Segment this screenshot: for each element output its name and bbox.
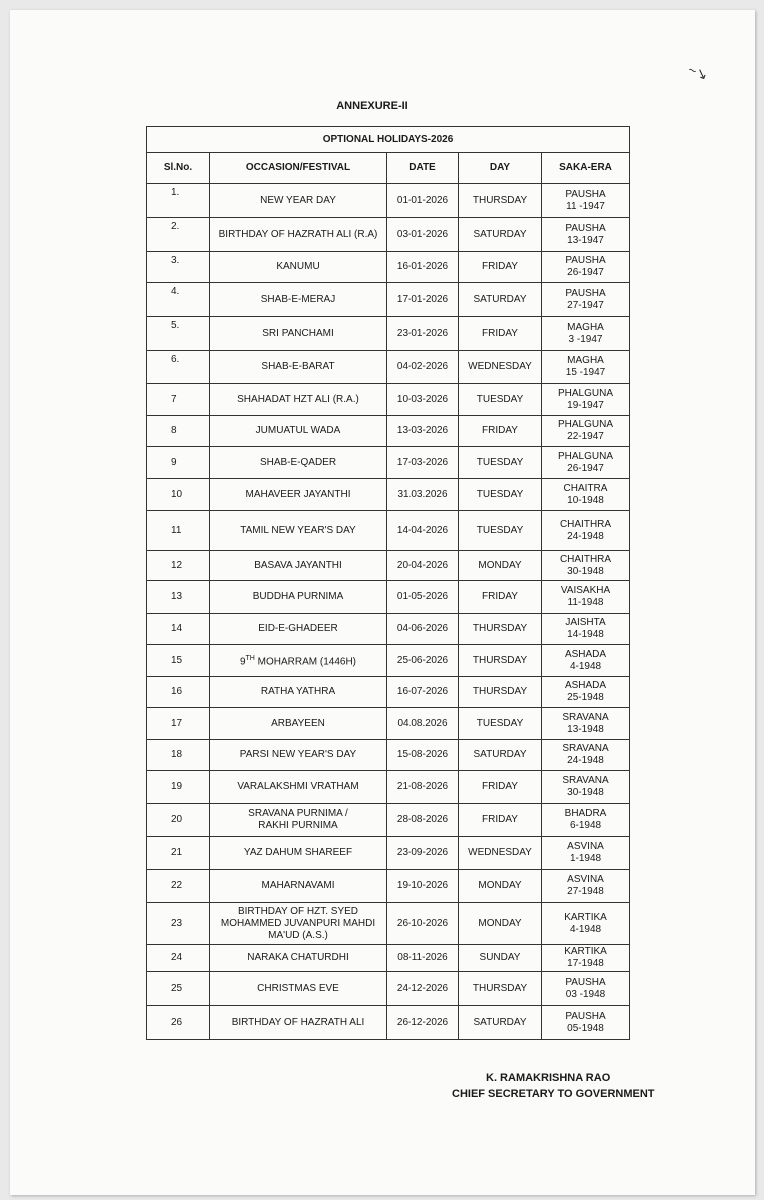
occasion-cell (210, 351, 387, 384)
occasion-text-line2: MOHAMMED JUVANPURI MAHDI (220, 917, 376, 929)
table-row (147, 837, 630, 870)
saka-year: 17-1948 (567, 958, 604, 969)
occasion-text: SHAHADAT HZT ALI (R.A.) (237, 393, 359, 405)
occasion-cell (210, 1006, 387, 1040)
day-cell: FRIDAY (459, 581, 542, 614)
day-cell: FRIDAY (459, 804, 542, 837)
pen-mark: ~↘ (686, 61, 711, 83)
saka-era-cell (542, 384, 630, 416)
saka-year: 22-1947 (567, 431, 604, 442)
saka-year: 13-1947 (567, 234, 604, 246)
saka-month: PAUSHA (565, 287, 606, 299)
day-cell: MONDAY (459, 551, 542, 581)
day-cell: FRIDAY (459, 252, 542, 283)
saka-month: SRAVANA (562, 775, 609, 786)
day-cell: MONDAY (459, 870, 542, 903)
saka-month: VAISAKHA (560, 585, 611, 596)
saka-month: PAUSHA (565, 255, 606, 266)
sl-no-cell: 24 (147, 945, 210, 972)
table-row (147, 351, 630, 384)
day-cell: SATURDAY (459, 1006, 542, 1040)
day-cell: FRIDAY (459, 317, 542, 351)
saka-era-cell (542, 416, 630, 447)
saka-era-cell (542, 1006, 630, 1040)
sl-no-cell: 6. (147, 351, 210, 384)
saka-month: SRAVANA (562, 711, 609, 723)
saka-era-cell (542, 581, 630, 614)
occasion-cell (210, 479, 387, 511)
date-cell: 23-01-2026 (387, 317, 459, 351)
sl-no-cell: 23 (147, 903, 210, 945)
occasion-cell (210, 972, 387, 1006)
signatory-designation: CHIEF SECRETARY TO GOVERNMENT (452, 1088, 655, 1100)
header-date: DATE (387, 153, 459, 184)
sl-no-cell: 1. (147, 184, 210, 218)
saka-year: 30-1948 (567, 787, 604, 798)
sl-no-cell: 17 (147, 708, 210, 740)
saka-year: 03 -1948 (565, 988, 606, 1000)
occasion-cell (210, 740, 387, 771)
saka-era-cell (542, 708, 630, 740)
saka-era-cell (542, 804, 630, 837)
saka-year: 05-1948 (567, 1022, 604, 1034)
saka-era-cell (542, 740, 630, 771)
saka-era-cell (542, 447, 630, 479)
header-occasion: OCCASION/FESTIVAL (210, 153, 387, 184)
sl-no-cell: 9 (147, 447, 210, 479)
saka-year: 15 -1947 (565, 367, 606, 378)
date-cell: 24-12-2026 (387, 972, 459, 1006)
occasion-text: SHAB-E-QADER (259, 456, 337, 468)
occasion-cell (210, 771, 387, 804)
saka-year: 27-1947 (567, 299, 604, 311)
table-row (147, 252, 630, 283)
saka-era-cell (542, 945, 630, 972)
day-cell: TUESDAY (459, 511, 542, 551)
sl-no-cell: 19 (147, 771, 210, 804)
saka-era-cell (542, 511, 630, 551)
saka-year: 4-1948 (569, 660, 602, 672)
day-cell: SATURDAY (459, 740, 542, 771)
saka-month: PAUSHA (565, 1010, 606, 1022)
signature-block (452, 1070, 655, 1102)
saka-month: PAUSHA (565, 188, 606, 200)
saka-era-cell (542, 218, 630, 252)
occasion-text: BASAVA JAYANTHI (254, 559, 342, 571)
occasion-cell (210, 581, 387, 614)
sl-no-cell: 16 (147, 677, 210, 708)
table-row (147, 903, 630, 945)
saka-year: 26-1947 (567, 267, 604, 278)
day-cell: SATURDAY (459, 283, 542, 317)
occasion-text: NARAKA CHATURDHI (247, 952, 349, 963)
saka-era-cell (542, 351, 630, 384)
table-row (147, 581, 630, 614)
day-cell: TUESDAY (459, 479, 542, 511)
saka-month: PHALGUNA (558, 450, 614, 462)
saka-era-cell (542, 184, 630, 218)
saka-month: PAUSHA (565, 222, 606, 234)
occasion-text: BUDDHA PURNIMA (252, 591, 344, 602)
saka-year: 3 -1947 (568, 333, 603, 345)
occasion-cell (210, 283, 387, 317)
occasion-cell (210, 416, 387, 447)
date-cell: 17-03-2026 (387, 447, 459, 479)
saka-year: 30-1948 (567, 565, 604, 577)
day-cell: TUESDAY (459, 384, 542, 416)
occasion-text: TAMIL NEW YEAR'S DAY (240, 524, 356, 536)
table-row (147, 551, 630, 581)
date-cell: 26-12-2026 (387, 1006, 459, 1040)
occasion-text: RATHA YATHRA (260, 686, 336, 697)
day-cell: WEDNESDAY (459, 837, 542, 870)
saka-month: MAGHA (567, 355, 604, 366)
day-cell: WEDNESDAY (459, 351, 542, 384)
occasion-cell (210, 218, 387, 252)
saka-era-cell (542, 614, 630, 645)
saka-era-cell (542, 972, 630, 1006)
saka-year: 1-1948 (569, 853, 602, 864)
table-row (147, 870, 630, 903)
saka-era-cell (542, 771, 630, 804)
table-row (147, 218, 630, 252)
occasion-cell (210, 945, 387, 972)
saka-year: 27-1948 (567, 886, 604, 897)
sl-no-cell: 25 (147, 972, 210, 1006)
saka-era-cell (542, 317, 630, 351)
saka-month: JAISHTA (565, 617, 606, 628)
occasion-text: YAZ DAHUM SHAREEF (243, 847, 353, 858)
sl-no-cell: 12 (147, 551, 210, 581)
occasion-text: ARBAYEEN (271, 717, 325, 729)
table-caption: OPTIONAL HOLIDAYS-2026 (147, 127, 630, 153)
table-row (147, 614, 630, 645)
annexure-title: ANNEXURE-II (336, 100, 408, 112)
day-cell: SATURDAY (459, 218, 542, 252)
date-cell: 03-01-2026 (387, 218, 459, 252)
saka-year: 4-1948 (569, 923, 602, 935)
date-cell: 16-07-2026 (387, 677, 459, 708)
table-row (147, 447, 630, 479)
occasion-cell (210, 511, 387, 551)
table-row (147, 972, 630, 1006)
day-cell: TUESDAY (459, 447, 542, 479)
sl-no-cell: 3. (147, 252, 210, 283)
sl-no-cell: 7 (147, 384, 210, 416)
table-row (147, 740, 630, 771)
occasion-text: PARSI NEW YEAR'S DAY (239, 749, 357, 760)
sl-no-cell: 22 (147, 870, 210, 903)
table-row (147, 511, 630, 551)
table-row (147, 771, 630, 804)
sl-no-cell: 15 (147, 645, 210, 677)
occasion-text: BIRTHDAY OF HAZRATH ALI (R.A) (218, 228, 378, 240)
saka-year: 11-1948 (567, 597, 604, 608)
saka-month: BHADRA (564, 808, 607, 819)
table-row (147, 317, 630, 351)
saka-month: KARTIKA (564, 911, 607, 923)
saka-year: 11 -1947 (566, 200, 605, 212)
occasion-suffix: TH (245, 654, 255, 662)
occasion-text: SRI PANCHAMI (262, 327, 334, 339)
saka-era-cell (542, 903, 630, 945)
saka-month: ASVINA (567, 841, 604, 852)
saka-month: ASVINA (567, 874, 604, 885)
date-cell: 15-08-2026 (387, 740, 459, 771)
saka-year: 10-1948 (567, 494, 604, 506)
saka-month: CHAITRA (563, 482, 608, 494)
saka-month: KARTIKA (564, 946, 607, 957)
occasion-text-line3: MA'UD (A.S.) (268, 929, 328, 941)
day-cell: THURSDAY (459, 972, 542, 1006)
occasion-cell (210, 708, 387, 740)
date-cell: 01-01-2026 (387, 184, 459, 218)
date-cell: 01-05-2026 (387, 581, 459, 614)
table-row (147, 416, 630, 447)
date-cell: 25-06-2026 (387, 645, 459, 677)
occasion-cell (210, 252, 387, 283)
occasion-cell (210, 804, 387, 837)
occasion-cell (210, 447, 387, 479)
table-row (147, 384, 630, 416)
occasion-text: MAHAVEER JAYANTHI (245, 488, 351, 500)
date-cell: 04.08.2026 (387, 708, 459, 740)
date-cell: 20-04-2026 (387, 551, 459, 581)
day-cell: TUESDAY (459, 708, 542, 740)
occasion-text: SHAB-E-MERAJ (260, 293, 336, 305)
sl-no-cell: 8 (147, 416, 210, 447)
sl-no-cell: 10 (147, 479, 210, 511)
saka-month: CHAITHRA (559, 518, 612, 530)
sl-no-cell: 5. (147, 317, 210, 351)
table-header-row (147, 153, 630, 184)
day-cell: THURSDAY (459, 614, 542, 645)
table-row (147, 1006, 630, 1040)
sl-no-cell: 26 (147, 1006, 210, 1040)
table-row (147, 479, 630, 511)
date-cell: 13-03-2026 (387, 416, 459, 447)
occasion-text: CHRISTMAS EVE (257, 982, 339, 994)
occasion-cell (210, 384, 387, 416)
date-cell: 10-03-2026 (387, 384, 459, 416)
day-cell: FRIDAY (459, 771, 542, 804)
table-row (147, 804, 630, 837)
sl-no-cell: 20 (147, 804, 210, 837)
saka-year: 19-1947 (567, 399, 604, 411)
table-row (147, 184, 630, 218)
occasion-text-line2: RAKHI PURNIMA (258, 820, 338, 831)
date-cell: 17-01-2026 (387, 283, 459, 317)
table-row (147, 283, 630, 317)
signatory-name: K. RAMAKRISHNA RAO (486, 1072, 611, 1084)
occasion-text: MAHARNAVAMI (261, 880, 335, 891)
day-cell: MONDAY (459, 903, 542, 945)
occasion-text: MOHARRAM (1446H) (257, 656, 357, 668)
occasion-cell (210, 645, 387, 677)
date-cell: 14-04-2026 (387, 511, 459, 551)
date-cell: 31.03.2026 (387, 479, 459, 511)
day-cell: FRIDAY (459, 416, 542, 447)
occasion-cell (210, 837, 387, 870)
table-caption-row (147, 127, 630, 153)
saka-year: 25-1948 (567, 692, 604, 703)
day-cell: THURSDAY (459, 184, 542, 218)
saka-year: 13-1948 (567, 723, 604, 735)
saka-era-cell (542, 837, 630, 870)
occasion-text: BIRTHDAY OF HAZRATH ALI (231, 1016, 365, 1028)
sl-no-cell: 4. (147, 283, 210, 317)
occasion-number: 9 (239, 656, 246, 668)
occasion-text: EID-E-GHADEER (258, 623, 338, 634)
occasion-cell (210, 614, 387, 645)
date-cell: 28-08-2026 (387, 804, 459, 837)
saka-month: ASHADA (564, 680, 607, 691)
sl-no-cell: 21 (147, 837, 210, 870)
date-cell: 16-01-2026 (387, 252, 459, 283)
saka-era-cell (542, 252, 630, 283)
header-sl-no: Sl.No. (147, 153, 210, 184)
saka-era-cell (542, 677, 630, 708)
saka-month: PHALGUNA (558, 419, 614, 430)
saka-year: 24-1948 (567, 530, 604, 542)
occasion-cell (210, 551, 387, 581)
occasion-text: NEW YEAR DAY (260, 194, 336, 206)
saka-month: MAGHA (567, 321, 604, 333)
saka-era-cell (542, 479, 630, 511)
saka-year: 6-1948 (569, 820, 602, 831)
saka-era-cell (542, 283, 630, 317)
day-cell: THURSDAY (459, 677, 542, 708)
occasion-text: SRAVANA PURNIMA / (248, 808, 348, 819)
saka-month: ASHADA (564, 648, 607, 660)
saka-era-cell (542, 551, 630, 581)
saka-month: PAUSHA (565, 976, 606, 988)
table-row (147, 945, 630, 972)
sl-no-cell: 13 (147, 581, 210, 614)
occasion-cell (210, 903, 387, 945)
sl-no-cell: 11 (147, 511, 210, 551)
sl-no-cell: 18 (147, 740, 210, 771)
saka-year: 24-1948 (567, 755, 604, 766)
saka-era-cell (542, 645, 630, 677)
saka-year: 14-1948 (567, 629, 604, 640)
day-cell: THURSDAY (459, 645, 542, 677)
occasion-cell (210, 677, 387, 708)
date-cell: 04-06-2026 (387, 614, 459, 645)
table-row (147, 645, 630, 677)
occasion-cell (210, 184, 387, 218)
occasion-cell (210, 870, 387, 903)
sl-no-cell: 2. (147, 218, 210, 252)
saka-month: PHALGUNA (558, 387, 614, 399)
header-saka-era: SAKA-ERA (542, 153, 630, 184)
table-row (147, 677, 630, 708)
date-cell: 04-02-2026 (387, 351, 459, 384)
date-cell: 21-08-2026 (387, 771, 459, 804)
occasion-text: SHAB-E-BARAT (261, 361, 335, 372)
header-day: DAY (459, 153, 542, 184)
occasion-text: BIRTHDAY OF HZT. SYED (237, 905, 359, 917)
table-body (147, 184, 630, 1040)
sl-no-cell: 14 (147, 614, 210, 645)
occasion-text: KANUMU (276, 261, 320, 272)
saka-year: 26-1947 (567, 462, 604, 474)
optional-holidays-table (146, 126, 630, 1040)
date-cell: 26-10-2026 (387, 903, 459, 945)
occasion-text: JUMUATUL WADA (255, 425, 341, 436)
occasion-cell (210, 317, 387, 351)
saka-month: CHAITHRA (559, 553, 612, 565)
table-row (147, 708, 630, 740)
occasion-text: VARALAKSHMI VRATHAM (237, 781, 359, 792)
saka-month: SRAVANA (562, 743, 609, 754)
saka-era-cell (542, 870, 630, 903)
date-cell: 19-10-2026 (387, 870, 459, 903)
day-cell: SUNDAY (459, 945, 542, 972)
date-cell: 23-09-2026 (387, 837, 459, 870)
date-cell: 08-11-2026 (387, 945, 459, 972)
